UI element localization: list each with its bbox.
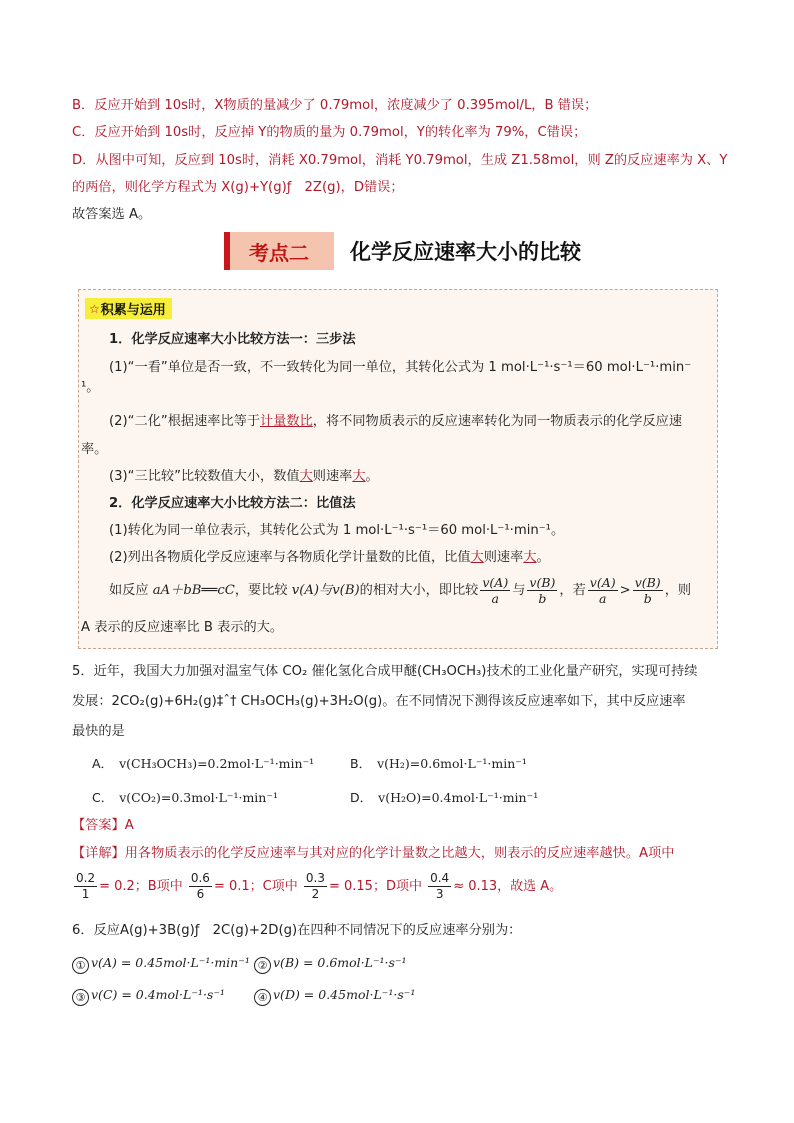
step3-text-end: 。 [365, 469, 379, 484]
fraction-denominator: 1 [81, 887, 90, 901]
fraction-denominator: a [598, 590, 607, 606]
method2-example-cont: A 表示的反应速率比 B 表示的大。 [81, 620, 284, 635]
fraction-numerator: v(B) [529, 574, 556, 590]
calc-fraction-b [189, 871, 212, 902]
method1-step1: (1)“一看”单位是否一致，不一致转化为同一单位，其转化公式为 1 mol·L⁻¹·s⁻¹＝60 mol·L⁻¹·min⁻ [109, 360, 692, 375]
fraction-va-a [480, 575, 510, 606]
q6-rate-4 [254, 985, 415, 1006]
example-if: ，若 [559, 583, 586, 598]
calc-fraction-c [304, 871, 327, 902]
fraction-numerator: v(B) [634, 574, 661, 590]
method2-step2 [109, 548, 550, 568]
rate-text: v(A) = 0.45mol·L⁻¹·min⁻¹ [91, 955, 250, 970]
calc-fraction-d [428, 871, 451, 902]
calc-fraction-a [74, 871, 97, 902]
fraction-denominator: 6 [196, 887, 205, 901]
step3-keyword-1: 大 [299, 469, 313, 484]
m2-step2-text-end: 。 [536, 550, 550, 565]
q5-option-c[interactable] [92, 788, 278, 808]
section-header [224, 232, 581, 270]
fraction-numerator: v(A) [482, 574, 509, 590]
option-label: B． [350, 756, 372, 771]
circled-number-2: ② [254, 957, 271, 974]
fraction-denominator: b [538, 590, 547, 606]
answer-line-d1: D．从图中可知，反应到 10s时，消耗 X0.79mol，消耗 Y0.79mol，生成 Z1.58mol，则 Z的反应速率为 X、Y [72, 153, 728, 168]
step2-text: (2)“二化”根据速率比等于 [109, 414, 261, 429]
circled-number-3: ③ [72, 989, 89, 1006]
step2-text-end: ，将不同物质表示的反应速率转化为同一物质表示的化学反应速 [312, 414, 683, 429]
fraction-numerator: 0.4 [430, 871, 450, 885]
option-label: C． [92, 790, 114, 805]
circled-number-1: ① [72, 957, 89, 974]
fraction-denominator: a [491, 590, 499, 606]
method1-step2-cont: 率。 [81, 442, 108, 457]
rate-text: v(D) = 0.45mol·L⁻¹·s⁻¹ [273, 987, 416, 1002]
example-text-1: ，要比较 [234, 583, 292, 598]
fraction-numerator: 0.6 [190, 871, 210, 885]
q5-line2: 发展：2CO₂(g)+6H₂(g)‡ˆ† CH₃OCH₃(g)+3H₂O(g)。在不同情况下测得该反应速率如下，其中反应速率 [72, 694, 686, 709]
fraction-numerator: 0.2 [76, 871, 96, 885]
fraction-denominator: 2 [311, 887, 320, 901]
q5-line3: 最快的是 [72, 724, 125, 739]
answer-line-d2: 的两倍，则化学方程式为 X(g)+Y(g)ƒ 2Z(g)，D错误； [72, 180, 404, 195]
m2-step2-text-mid: 则速率 [483, 550, 524, 565]
q5-option-a[interactable] [92, 754, 314, 774]
q6-rate-2 [254, 953, 407, 974]
m2-step2-keyword-1: 大 [470, 550, 484, 565]
step3-keyword-2: 大 [352, 469, 366, 484]
method1-step2 [109, 412, 682, 432]
method1-step3 [109, 467, 379, 487]
q6-line1: 6．反应A(g)+3B(g)ƒ 2C(g)+2D(g)在四种不同情况下的反应速率分别为： [72, 923, 522, 938]
circled-number-4: ④ [254, 989, 271, 1006]
step3-text: (3)“三比较”比较数值大小，数值 [109, 469, 300, 484]
option-label: D． [350, 790, 373, 805]
method2-title: 2．化学反应速率大小比较方法二：比值法 [109, 496, 356, 511]
section-title: 化学反应速率大小的比较 [350, 240, 581, 264]
fraction-vb-b [527, 575, 557, 606]
q5-calculation [72, 870, 722, 904]
answer-line-b: B．反应开始到 10s时，X物质的量减少了 0.79mol，浓度减少了 0.395mol/L，B 错误； [72, 98, 598, 113]
example-rates: v(A)与v(B) [291, 583, 360, 598]
calc-result-d: ≈ 0.13，故选 A。 [453, 879, 563, 894]
step2-keyword: 计量数比 [260, 414, 313, 429]
knowledge-tag-label: 积累与运用 [100, 303, 166, 318]
knowledge-box [78, 289, 718, 649]
fraction-va-a-2 [588, 575, 618, 606]
rate-text: v(B) = 0.6mol·L⁻¹·s⁻¹ [273, 955, 407, 970]
answer-conclusion: 故答案选 A。 [72, 207, 152, 222]
calc-result-a: = 0.2；B项中 [99, 879, 183, 894]
fraction-denominator: b [643, 590, 652, 606]
example-prefix: 如反应 [109, 583, 153, 598]
q6-rate-3 [72, 985, 225, 1006]
option-text: v(CH₃OCH₃)=0.2mol·L⁻¹·min⁻¹ [119, 756, 315, 771]
fraction-numerator: 0.3 [305, 871, 325, 885]
m2-step2-keyword-2: 大 [523, 550, 537, 565]
q5-answer: 【答案】A [72, 818, 134, 833]
method1-title: 1．化学反应速率大小比较方法一：三步法 [109, 332, 356, 347]
q5-option-b[interactable] [350, 754, 527, 774]
calc-result-c: = 0.15；D项中 [328, 879, 422, 894]
method2-example [109, 574, 691, 608]
example-gt: > [619, 583, 631, 598]
q5-option-d[interactable] [350, 788, 538, 808]
method1-step1-cont: ¹。 [81, 380, 100, 395]
fraction-denominator: 3 [435, 887, 444, 901]
calc-result-b: = 0.1；C项中 [213, 879, 298, 894]
example-and: 与 [512, 583, 526, 598]
example-equation: aA＋bB══cC [152, 583, 235, 598]
example-text-2: 的相对大小，即比较 [359, 583, 479, 598]
option-text: v(H₂)=0.6mol·L⁻¹·min⁻¹ [377, 756, 527, 771]
fraction-vb-b-2 [633, 575, 663, 606]
step3-text-mid: 则速率 [312, 469, 353, 484]
rate-text: v(C) = 0.4mol·L⁻¹·s⁻¹ [91, 987, 225, 1002]
option-text: v(CO₂)=0.3mol·L⁻¹·min⁻¹ [119, 790, 278, 805]
knowledge-tag [85, 298, 172, 319]
q5-line1: 5．近年，我国大力加强对温室气体 CO₂ 催化氢化合成甲醚(CH₃OCH₃)技术的工业化量产研究，实现可持续 [72, 664, 698, 679]
section-badge: 考点二 [224, 232, 334, 270]
m2-step2-text: (2)列出各物质化学反应速率与各物质化学计量数的比值，比值 [109, 550, 471, 565]
q5-detail: 【详解】用各物质表示的化学反应速率与其对应的化学计量数之比越大，则表示的反应速率越快。A项中 [72, 846, 675, 861]
example-then: ，则 [664, 583, 692, 598]
q6-rate-1 [72, 953, 250, 974]
star-icon: ☆ [89, 301, 100, 316]
method2-step1: (1)转化为同一单位表示，其转化公式为 1 mol·L⁻¹·s⁻¹＝60 mol·L⁻¹·min⁻¹。 [109, 523, 565, 538]
option-text: v(H₂O)=0.4mol·L⁻¹·min⁻¹ [378, 790, 539, 805]
answer-line-c: C．反应开始到 10s时，反应掉 Y的物质的量为 0.79mol，Y的转化率为 79%，C错误； [72, 125, 587, 140]
fraction-numerator: v(A) [589, 574, 616, 590]
option-label: A． [92, 756, 114, 771]
